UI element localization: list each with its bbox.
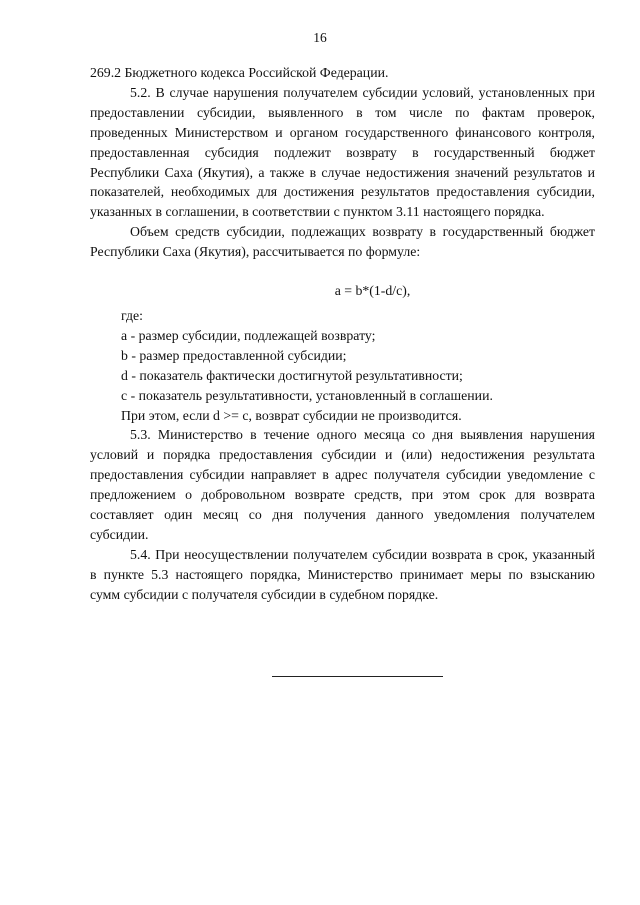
- formula-where-label: где:: [121, 307, 143, 323]
- paragraph-5-3: 5.3. Министерство в течение одного месяца со дня выявления нарушения условий и порядка предоставления субсидии и (или) недостижения результата предоставления субсидии направляет в адрес получателя субсидии уведомление с предложением о добровольном возврате средств, при этом срок для возврата составляет один месяц со дня получения данного уведомления получателем субсидии.: [90, 427, 595, 542]
- definition-a: a - размер субсидии, подлежащей возврату;: [121, 327, 376, 343]
- definition-c: c - показатель результативности, установленный в соглашении.: [121, 387, 493, 403]
- definition-b: b - размер предоставленной субсидии;: [121, 347, 347, 363]
- paragraph-5-2: 5.2. В случае нарушения получателем субсидии условий, установленных при предоставлении субсидии, выявленного в том числе по фактам проверок, проведенных Министерством и органом государственного финансового контроля, предоставленная субсидия подлежит возврату в государственный бюджет Республики Саха (Якутия), а также в случае недостижения значений результатов и показателей, необходимых для достижения результатов предоставления субсидии, указанных в соглашении, в соответствии с пунктом 3.11 настоящего порядка.: [90, 84, 595, 220]
- page-number: 16: [313, 30, 327, 45]
- document-body: [90, 63, 595, 605]
- end-of-document-rule: [272, 676, 443, 677]
- refund-formula: a = b*(1-d/c),: [334, 283, 411, 299]
- definition-d: d - показатель фактически достигнутой результативности;: [121, 367, 463, 383]
- paragraph-5-4: 5.4. При неосуществлении получателем субсидии возврата в срок, указанный в пункте 5.3 настоящего порядка, Министерство принимает меры по взысканию сумм субсидии с получателя субсидии в судебном порядке.: [90, 546, 595, 602]
- paragraph-refund-volume: Объем средств субсидии, подлежащих возврату в государственный бюджет Республики Саха (Якутия), рассчитывается по формуле:: [90, 224, 595, 260]
- paragraph-continuation: 269.2 Бюджетного кодекса Российской Федерации.: [90, 65, 389, 80]
- refund-condition: При этом, если d >= c, возврат субсидии не производится.: [121, 407, 462, 423]
